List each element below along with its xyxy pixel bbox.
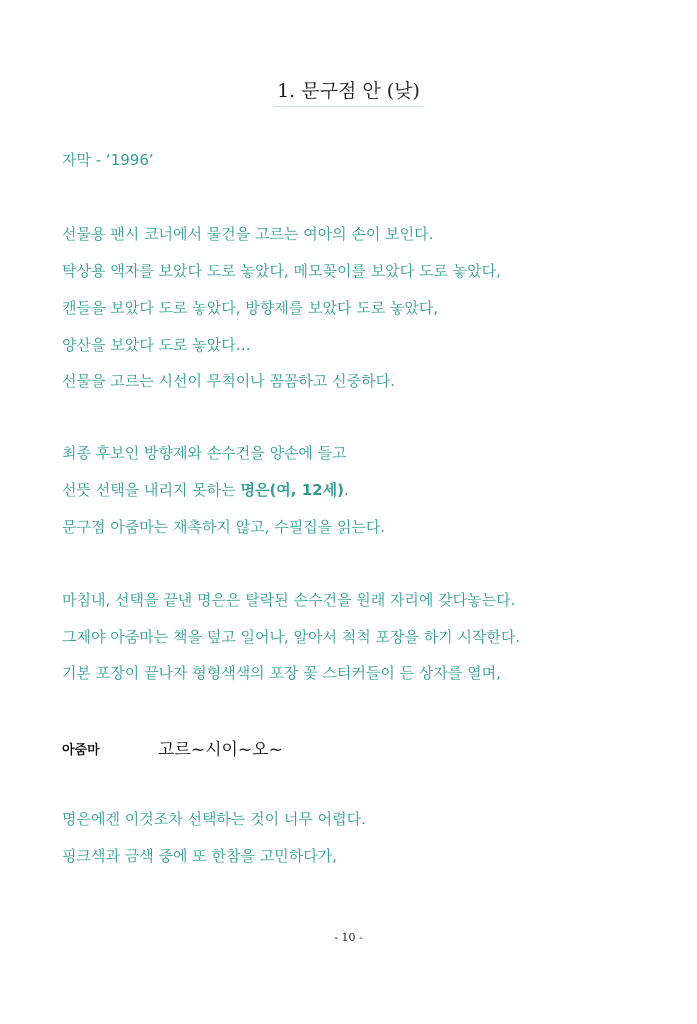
action-line: 문구점 아줌마는 재촉하지 않고, 수필집을 읽는다. [62, 518, 386, 536]
action-line: 최종 후보인 방향제와 손수건을 양손에 들고 [62, 444, 347, 462]
action-line: 명은에겐 이것조차 선택하는 것이 너무 어렵다. [62, 810, 366, 828]
action-line: 마침내, 선택을 끝낸 명은은 탈락된 손수건을 원래 자리에 갖다놓는다. [62, 591, 516, 609]
dialogue-block [62, 737, 662, 759]
action-line: 그제야 아줌마는 책을 덮고 일어나, 알아서 척척 포장을 하기 시작한다. [62, 628, 521, 646]
scene-title: 1. 문구점 안 (낮) [274, 76, 423, 107]
action-line: 핑크색과 금색 중에 또 한참을 고민하다가, [62, 847, 337, 865]
action-text: . [343, 481, 349, 499]
action-line: 선물을 고르는 시선이 무척이나 꼼꼼하고 신중하다. [62, 372, 395, 390]
dialogue-speaker: 아줌마 [62, 743, 100, 758]
page-number: - 10 - [334, 931, 363, 944]
dialogue-line: 고르~시이~오~ [158, 740, 283, 760]
action-line: 양산을 보았다 도로 놓았다… [62, 336, 251, 354]
action-line: 캔들을 보았다 도로 놓았다, 방향제를 보았다 도로 놓았다, [62, 299, 439, 317]
action-line: 탁상용 액자를 보았다 도로 놓았다, 메모꽂이를 보았다 도로 놓았다, [62, 262, 501, 280]
action-line [62, 479, 349, 500]
action-line: 기본 포장이 끝나자 형형색색의 포장 꽃 스티커들이 든 상자를 열며, [62, 664, 501, 682]
character-intro: 명은(여, 12세) [240, 481, 344, 499]
scene-heading [0, 76, 697, 107]
action-line: 선물용 팬시 코너에서 물건을 고르는 여아의 손이 보인다. [62, 225, 434, 243]
action-text: 선뜻 선택을 내리지 못하는 [62, 481, 241, 499]
caption-line: 자막 - ‘1996’ [62, 151, 154, 169]
